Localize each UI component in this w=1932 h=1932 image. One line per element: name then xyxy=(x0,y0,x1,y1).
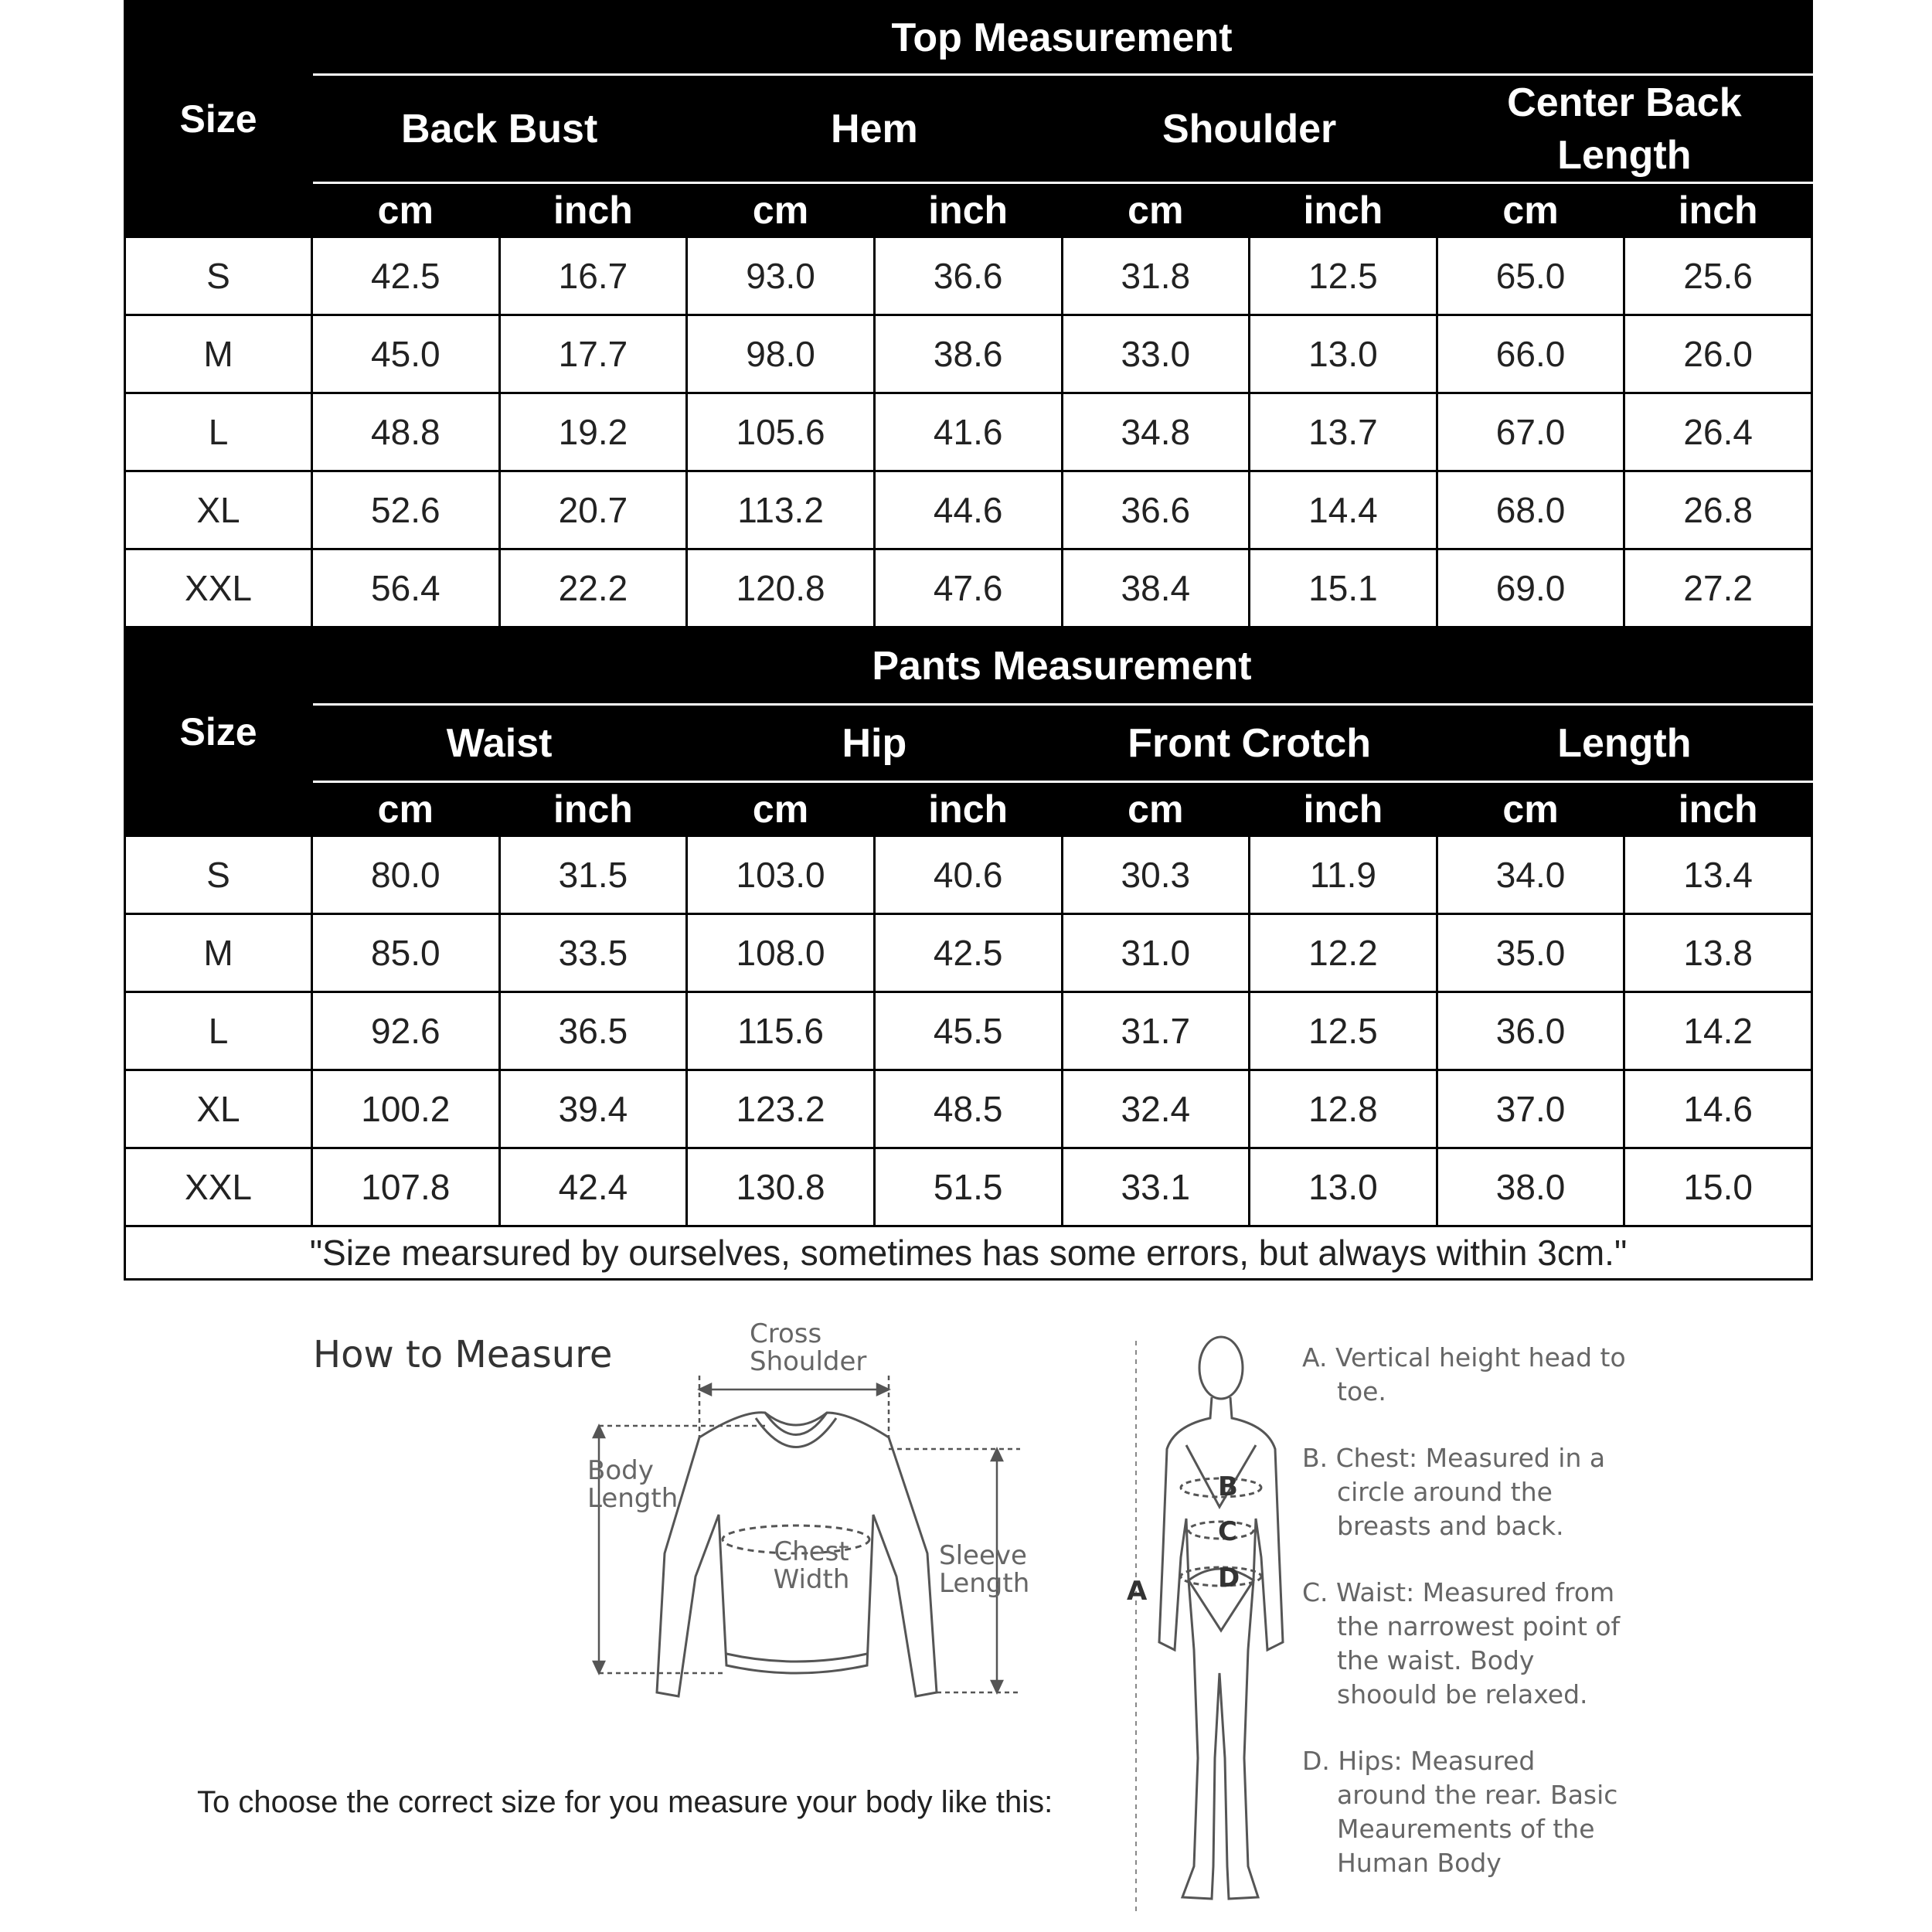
unit-header: cm xyxy=(1062,183,1250,237)
value-cell: 65.0 xyxy=(1437,237,1624,315)
value-cell: 26.8 xyxy=(1624,471,1812,549)
value-cell: 40.6 xyxy=(874,836,1062,914)
value-cell: 123.2 xyxy=(687,1070,875,1148)
value-cell: 47.6 xyxy=(874,549,1062,628)
unit-header: inch xyxy=(1624,782,1812,836)
group-header-back-bust: Back Bust xyxy=(312,75,687,183)
value-cell: 22.2 xyxy=(499,549,687,628)
value-cell: 14.2 xyxy=(1624,992,1812,1070)
value-cell: 14.6 xyxy=(1624,1070,1812,1148)
unit-header: cm xyxy=(1437,183,1624,237)
value-cell: 13.0 xyxy=(1250,1148,1437,1226)
table-row xyxy=(125,549,1812,628)
value-cell: 36.5 xyxy=(499,992,687,1070)
value-cell: 17.7 xyxy=(499,315,687,393)
legend-item: B. Chest: Measured in a circle around the breasts and back. xyxy=(1302,1443,1606,1541)
table-row xyxy=(125,836,1812,914)
value-cell: 13.4 xyxy=(1624,836,1812,914)
value-cell: 42.5 xyxy=(312,237,500,315)
value-cell: 69.0 xyxy=(1437,549,1624,628)
value-cell: 105.6 xyxy=(687,393,875,471)
value-cell: 45.5 xyxy=(874,992,1062,1070)
value-cell: 36.6 xyxy=(1062,471,1250,549)
size-cell: L xyxy=(125,393,312,471)
table-row xyxy=(125,992,1812,1070)
how-to-measure-title: How to Measure xyxy=(313,1333,613,1376)
value-cell: 39.4 xyxy=(499,1070,687,1148)
size-cell: XL xyxy=(125,471,312,549)
size-cell: XXL xyxy=(125,549,312,628)
value-cell: 12.5 xyxy=(1250,992,1437,1070)
value-cell: 42.5 xyxy=(874,914,1062,992)
value-cell: 30.3 xyxy=(1062,836,1250,914)
value-cell: 107.8 xyxy=(312,1148,500,1226)
top-measurement-table xyxy=(124,0,1813,628)
value-cell: 26.0 xyxy=(1624,315,1812,393)
value-cell: 31.8 xyxy=(1062,237,1250,315)
value-cell: 52.6 xyxy=(312,471,500,549)
value-cell: 31.0 xyxy=(1062,914,1250,992)
chest-width-label: Chest Width xyxy=(773,1536,850,1595)
value-cell: 38.6 xyxy=(874,315,1062,393)
value-cell: 32.4 xyxy=(1062,1070,1250,1148)
value-cell: 13.7 xyxy=(1250,393,1437,471)
value-cell: 98.0 xyxy=(687,315,875,393)
value-cell: 38.4 xyxy=(1062,549,1250,628)
table-row xyxy=(125,315,1812,393)
unit-header: cm xyxy=(312,782,500,836)
size-cell: M xyxy=(125,914,312,992)
letter-b: B xyxy=(1218,1471,1238,1502)
unit-header: cm xyxy=(1437,782,1624,836)
value-cell: 92.6 xyxy=(312,992,500,1070)
value-cell: 67.0 xyxy=(1437,393,1624,471)
value-cell: 51.5 xyxy=(874,1148,1062,1226)
measurement-note: "Size mearsured by ourselves, sometimes has some errors, but always within 3cm." xyxy=(125,1226,1812,1280)
unit-header: inch xyxy=(874,782,1062,836)
value-cell: 103.0 xyxy=(687,836,875,914)
value-cell: 34.8 xyxy=(1062,393,1250,471)
choose-size-instruction: To choose the correct size for you measure your body like this: xyxy=(197,1785,1053,1819)
how-to-measure-section xyxy=(0,1306,1932,1932)
body-length-label: Body Length xyxy=(587,1455,679,1514)
value-cell: 12.8 xyxy=(1250,1070,1437,1148)
unit-header: inch xyxy=(1250,782,1437,836)
value-cell: 33.5 xyxy=(499,914,687,992)
measurement-legend xyxy=(1302,1341,1627,1913)
size-cell: M xyxy=(125,315,312,393)
value-cell: 33.1 xyxy=(1062,1148,1250,1226)
value-cell: 35.0 xyxy=(1437,914,1624,992)
unit-header: cm xyxy=(687,183,875,237)
group-header-center-back-length: Center Back Length xyxy=(1437,75,1811,183)
table-row xyxy=(125,1148,1812,1226)
value-cell: 42.4 xyxy=(499,1148,687,1226)
size-cell: XL xyxy=(125,1070,312,1148)
size-cell: XXL xyxy=(125,1148,312,1226)
group-header-front-crotch: Front Crotch xyxy=(1062,705,1437,782)
value-cell: 37.0 xyxy=(1437,1070,1624,1148)
legend-item: A. Vertical height head to toe. xyxy=(1302,1342,1626,1406)
pants-section-title: Pants Measurement xyxy=(312,628,1812,705)
table-row xyxy=(125,914,1812,992)
top-section-title: Top Measurement xyxy=(312,2,1812,75)
sleeve-length-label: Sleeve Length xyxy=(939,1540,1030,1599)
value-cell: 27.2 xyxy=(1624,549,1812,628)
group-header-waist: Waist xyxy=(312,705,687,782)
value-cell: 80.0 xyxy=(312,836,500,914)
table-row xyxy=(125,237,1812,315)
value-cell: 16.7 xyxy=(499,237,687,315)
unit-header: cm xyxy=(312,183,500,237)
sweater-diagram xyxy=(564,1318,1059,1723)
group-header-shoulder: Shoulder xyxy=(1062,75,1437,183)
pants-table-body xyxy=(125,836,1812,1226)
table-row xyxy=(125,393,1812,471)
value-cell: 25.6 xyxy=(1624,237,1812,315)
value-cell: 31.5 xyxy=(499,836,687,914)
value-cell: 115.6 xyxy=(687,992,875,1070)
value-cell: 26.4 xyxy=(1624,393,1812,471)
value-cell: 38.0 xyxy=(1437,1148,1624,1226)
value-cell: 15.0 xyxy=(1624,1148,1812,1226)
unit-header: inch xyxy=(874,183,1062,237)
table-row xyxy=(125,1070,1812,1148)
unit-header: inch xyxy=(1250,183,1437,237)
value-cell: 68.0 xyxy=(1437,471,1624,549)
value-cell: 130.8 xyxy=(687,1148,875,1226)
size-cell: S xyxy=(125,836,312,914)
letter-d: D xyxy=(1218,1563,1240,1594)
value-cell: 34.0 xyxy=(1437,836,1624,914)
value-cell: 15.1 xyxy=(1250,549,1437,628)
value-cell: 11.9 xyxy=(1250,836,1437,914)
value-cell: 44.6 xyxy=(874,471,1062,549)
value-cell: 100.2 xyxy=(312,1070,500,1148)
group-header-hem: Hem xyxy=(687,75,1062,183)
size-cell: S xyxy=(125,237,312,315)
unit-header: inch xyxy=(499,782,687,836)
table-row xyxy=(125,471,1812,549)
unit-header: inch xyxy=(499,183,687,237)
value-cell: 66.0 xyxy=(1437,315,1624,393)
value-cell: 113.2 xyxy=(687,471,875,549)
unit-header: cm xyxy=(1062,782,1250,836)
value-cell: 45.0 xyxy=(312,315,500,393)
cross-shoulder-label: Cross Shoulder xyxy=(750,1318,867,1377)
group-header-hip: Hip xyxy=(687,705,1062,782)
top-table-body xyxy=(125,237,1812,628)
value-cell: 13.8 xyxy=(1624,914,1812,992)
legend-item: D. Hips: Measured around the rear. Basic Meaurements of the Human Body xyxy=(1302,1746,1618,1878)
letter-c: C xyxy=(1218,1516,1237,1547)
group-header-length: Length xyxy=(1437,705,1811,782)
value-cell: 31.7 xyxy=(1062,992,1250,1070)
legend-item: C. Waist: Measured from the narrowest point of the waist. Body shoould be relaxed. xyxy=(1302,1577,1621,1709)
value-cell: 14.4 xyxy=(1250,471,1437,549)
unit-header: cm xyxy=(687,782,875,836)
human-body-diagram xyxy=(1121,1325,1298,1928)
value-cell: 108.0 xyxy=(687,914,875,992)
size-cell: L xyxy=(125,992,312,1070)
value-cell: 36.0 xyxy=(1437,992,1624,1070)
pants-measurement-table xyxy=(124,626,1813,1281)
value-cell: 93.0 xyxy=(687,237,875,315)
value-cell: 48.8 xyxy=(312,393,500,471)
unit-header: inch xyxy=(1624,183,1812,237)
value-cell: 48.5 xyxy=(874,1070,1062,1148)
letter-a: A xyxy=(1127,1576,1148,1607)
value-cell: 120.8 xyxy=(687,549,875,628)
value-cell: 36.6 xyxy=(874,237,1062,315)
size-header: Size xyxy=(125,2,312,237)
value-cell: 13.0 xyxy=(1250,315,1437,393)
value-cell: 19.2 xyxy=(499,393,687,471)
value-cell: 41.6 xyxy=(874,393,1062,471)
value-cell: 12.2 xyxy=(1250,914,1437,992)
size-header: Size xyxy=(125,628,312,836)
value-cell: 56.4 xyxy=(312,549,500,628)
value-cell: 85.0 xyxy=(312,914,500,992)
value-cell: 12.5 xyxy=(1250,237,1437,315)
value-cell: 20.7 xyxy=(499,471,687,549)
value-cell: 33.0 xyxy=(1062,315,1250,393)
